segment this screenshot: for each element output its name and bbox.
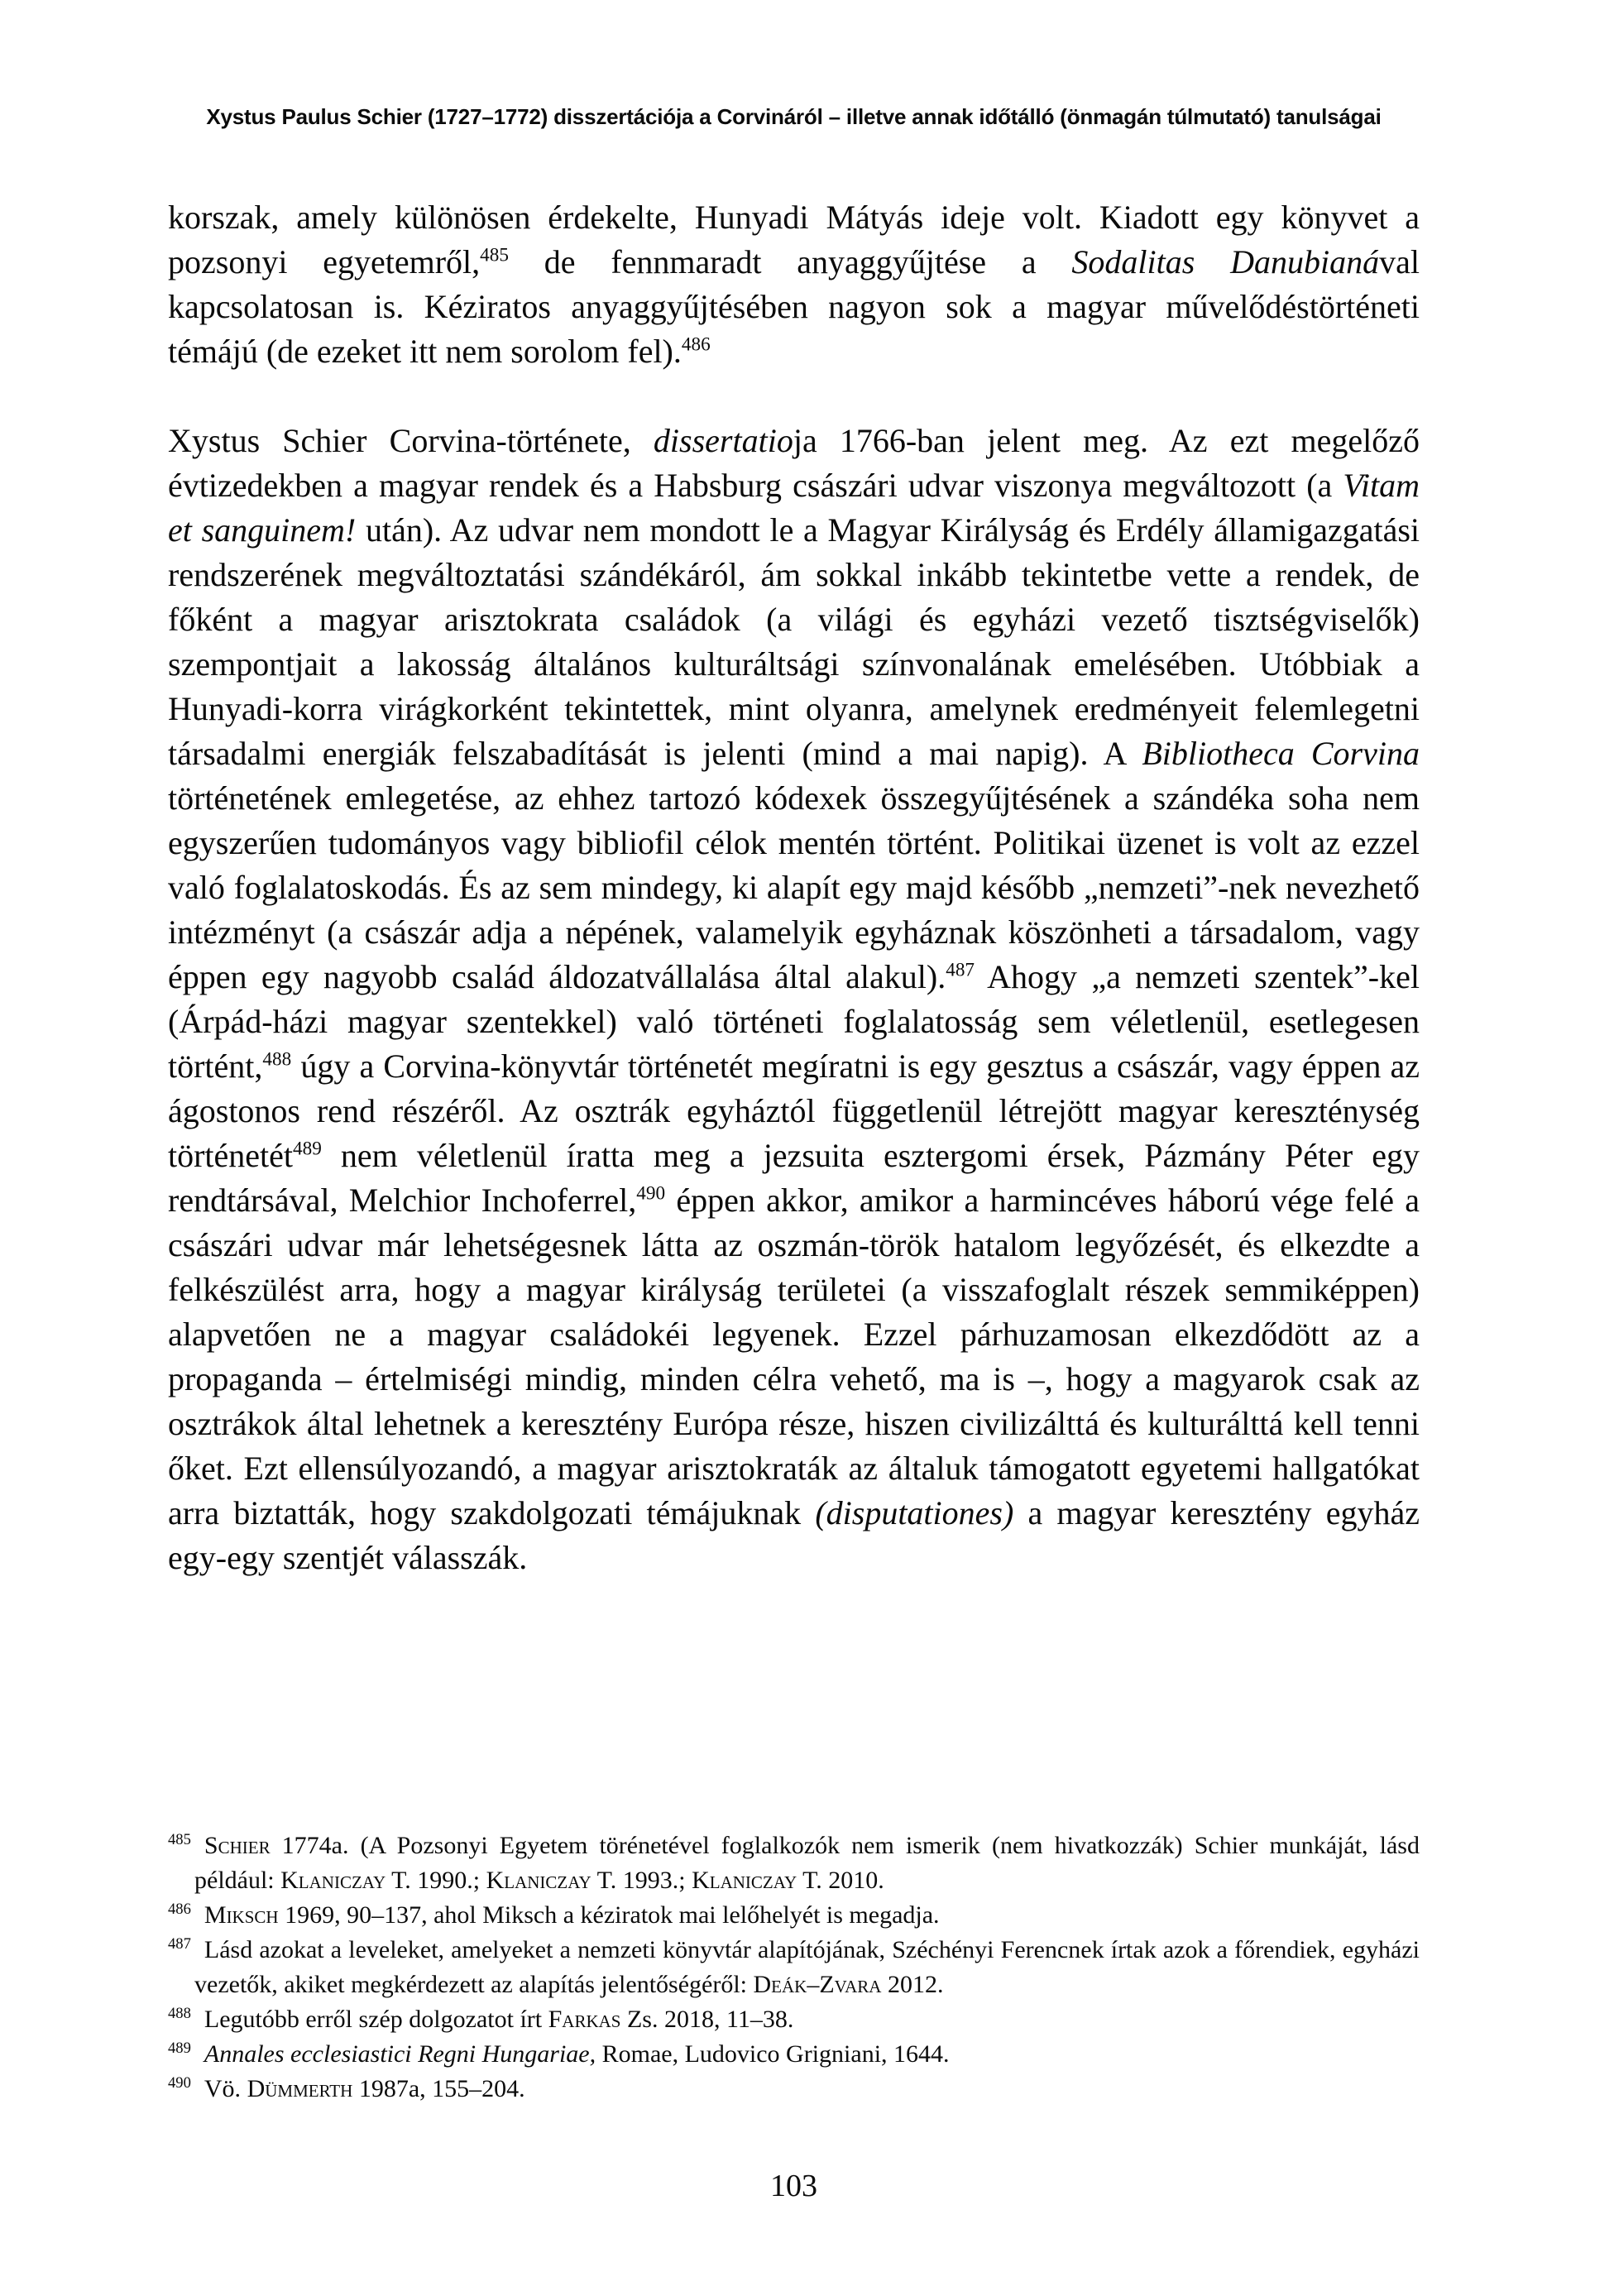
footnote-reference: 488 [262,1048,292,1071]
footnote-marker: 490 [168,2074,191,2092]
footnote-marker: 485 [168,1831,191,1848]
footnote-reference: 489 [293,1138,322,1160]
paragraph-1: korszak, amely különösen érdekelte, Hunyadi Mátyás ideje volt. Kiadott egy könyvet a pozsonyi egyetemről,$^{485}$ de fennmaradt anyaggyűjtése a Sodalitas Danubianával kapcsolatosan is. Kéziratos anyaggyűjtésében nagyon sok a magyar művelődéstörténeti témájú (de ezeket itt nem sorolom fel).$^{486}$ [168,199,1420,370]
footnote-text: Schier 1774a. (A Pozsonyi Egyetem törénetével foglalkozók nem ismerik (nem hivatkozzák) Schier munkáját, lásd például: Klaniczay T. 1990.; Klaniczay T. 1993.; Klaniczay T. 2010. [194,1832,1420,1894]
footnote-reference: 487 [946,959,975,981]
page-number: 103 [770,2169,817,2203]
footnote-marker: 487 [168,1935,191,1953]
footnote-486 [168,1898,1420,1933]
footnote-reference: 486 [681,333,711,356]
footnote-485 [168,1829,1420,1898]
footnote-487 [168,1933,1420,2002]
footnote-text: Lásd azokat a leveleket, amelyeket a nemzeti könyvtár alapítójának, Széchényi Ferencnek írtak azok a főrendiek, egyházi vezetők, akiket megkérdezett az alapítás jelentőségéről: Deák–Zvara 2012. [194,1936,1420,1998]
body-text [168,195,1420,1580]
footnote-marker: 489 [168,2040,191,2057]
footnote-489 [168,2037,1420,2072]
footnote-488 [168,2002,1420,2037]
running-header: Xystus Paulus Schier (1727–1772) disszertációja a Corvináról – illetve annak időtálló (önmagán túlmutató) tanulságai [206,104,1382,129]
footnote-text: Legutóbb erről szép dolgozatot írt Farkas Zs. 2018, 11–38. [204,2006,794,2033]
footnote-reference: 490 [636,1182,666,1205]
paragraph-2: Xystus Schier Corvina-története, dissertatioja 1766-ban jelent meg. Az ezt megelőző évtizedekben a magyar rendek és a Habsburg császári udvar viszonya megváltozott (a Vitam et sanguinem! után). Az udvar nem mondott le a Magyar Királyság és Erdély államigazgatási rendszerének megváltoztatási szándékáról, ám sokkal inkább tekintetbe vette a rendek, de főként a magyar arisztokrata családok (a világi és egyházi vezető tisztségviselők) szempontjait a lakosság általános kulturáltsági színvonalának emelésében. Utóbbiak a Hunyadi-korra virágkorként tekintettek, mint olyanra, amelynek eredményeit felemlegetni társadalmi energiák felszabadítását is jelenti (mind a mai napig). A Bibliotheca Corvina történetének emlegetése, az ehhez tartozó kódexek összegyűjtésének a szándéka soha nem egyszerűen tudományos vagy bibliofil célok mentén történt. Politikai üzenet is volt az ezzel való foglalatoskodás. És az sem mindegy, ki alapít egy majd később „nemzeti”-nek nevezhető intézményt (a császár adja a népének, valamelyik egyháznak köszönheti a társadalom, vagy éppen egy nagyobb család áldozatvállalása által alakul).$^{487}$ Ahogy „a nemzeti szentek”-kel (Árpád-házi magyar szentekkel) való történeti foglalatosság sem véletlenül, esetlegesen történt,$^{488}$ úgy a Corvina-könyvtár történetét megíratni is egy gesztus a császár, vagy éppen az ágostonos rend részéről. Az osztrák egyháztól függetlenül létrejött magyar kereszténység történetét$^{489}$ nem véletlenül íratta meg a jezsuita esztergomi érsek, Pázmány Péter egy rendtársával, Melchior Inchoferrel,$^{490}$ éppen akkor, amikor a harmincéves háború vége felé a császári udvar már lehetségesnek látta az oszmán-török hatalom legyőzését, és elkezdte a felkészülést arra, hogy a magyar királyság területei (a visszafoglalt részek semmiképpen) alapvetően ne a magyar családokéi legyenek. Ezzel párhuzamosan elkezdődött az a propaganda – értelmiségi mindig, minden célra vehető, ma is –, hogy a magyarok csak az osztrákok által lehetnek a keresztény Európa része, hiszen civilizálttá és kulturálttá kell tenni őket. Ezt ellensúlyozandó, a magyar arisztokraták az általuk támogatott egyetemi hallgatókat arra biztatták, hogy szakdolgozati témájuknak (disputationes) a magyar keresztény egyház egy-egy szentjét válasszák. [168,422,1420,1576]
footnote-text: Miksch 1969, 90–137, ahol Miksch a kéziratok mai lelőhelyét is megadja. [204,1901,940,1929]
footnote-text: Vö. Dümmerth 1987a, 155–204. [204,2075,525,2102]
footnote-marker: 488 [168,2005,191,2022]
footnote-490 [168,2072,1420,2107]
footnote-reference: 485 [480,244,509,266]
footnote-marker: 486 [168,1901,191,1918]
footnotes-section [168,1829,1420,2107]
footnote-text: Annales ecclesiastici Regni Hungariae, Romae, Ludovico Grigniani, 1644. [204,2040,950,2068]
